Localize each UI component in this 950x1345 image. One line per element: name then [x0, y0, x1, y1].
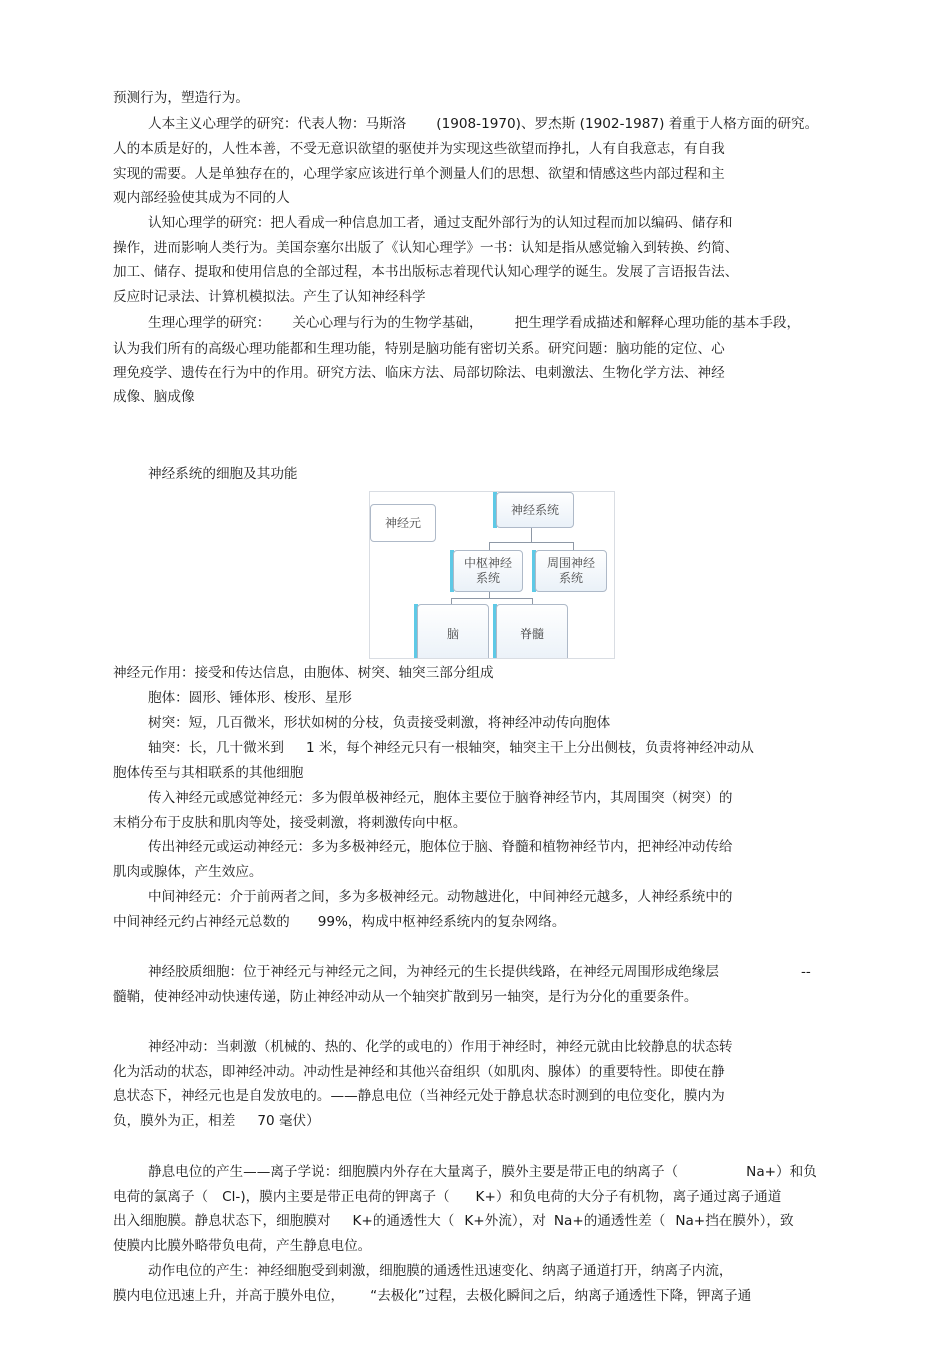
text-line: 息状态下，神经元也是自发放电的。——静息电位（当神经元处于静息状态时测到的电位变化，膜内为 — [113, 1088, 725, 1104]
text-line: 成像、脑成像 — [113, 389, 195, 405]
node-brain: 脑 — [417, 604, 489, 659]
text-line: 末梢分布于皮肤和肌肉等处，接受刺激，将刺激传向中枢。 — [113, 815, 467, 831]
node-label: 系统 — [475, 571, 500, 585]
text-line: 髓鞘，使神经冲动快速传递，防止神经冲动从一个轴突扩散到另一轴突，是行为分化的重要条件。 — [113, 989, 698, 1005]
text-segment: 膜内电位迅速上升，并高于膜外电位， — [113, 1288, 345, 1304]
text-line — [113, 912, 565, 932]
text-segment: K+的通透性大（ — [352, 1213, 455, 1229]
text-segment: (1908-1970)、罗杰斯 (1902-1987) 着重于人格方面的研究。 — [436, 116, 819, 132]
node-spinal-cord: 脊髓 — [496, 604, 568, 659]
text-segment: K+）和负电荷的大分子有机物，离子通过离子通道 — [475, 1189, 782, 1205]
text-segment: 出入细胞膜。静息状态下，细胞膜对 — [113, 1213, 331, 1229]
text-line: 胞体传至与其相联系的其他细胞 — [113, 765, 304, 781]
node-peripheral-nervous-system — [535, 550, 607, 592]
text-segment: 中间神经元约占神经元总数的 — [113, 914, 290, 930]
text-line: 反应时记录法、计算机模拟法。产生了认知神经科学 — [113, 289, 426, 305]
connector — [573, 542, 574, 550]
text-line: 化为活动的状态，即神经冲动。冲动性是神经和其他兴奋组织（如肌肉、腺体）的重要特性。即使在静 — [113, 1064, 725, 1080]
text-line: 神经元作用：接受和传达信息，由胞体、树突、轴突三部分组成 — [113, 665, 494, 681]
text-line — [148, 962, 811, 982]
text-line: 动作电位的产生：神经细胞受到刺激，细胞膜的通透性迅速变化、纳离子通道打开，纳离子内流， — [148, 1263, 733, 1279]
text-line: 加工、储存、提取和使用信息的全部过程，本书出版标志着现代认知心理学的诞生。发展了言语报告法、 — [113, 264, 739, 280]
text-line: 肌肉或腺体，产生效应。 — [113, 864, 263, 880]
node-label: 周围神经 — [546, 556, 595, 570]
text-line: 实现的需要。人是单独存在的，心理学家应该进行单个测量人们的思想、欲望和情感这些内部过程和主 — [113, 166, 725, 182]
text-line — [148, 313, 800, 333]
text-line: 人的本质是好的，人性本善，不受无意识欲望的驱使并为实现这些欲望而挣扎，人有自我意志，有自我 — [113, 141, 725, 157]
text-segment: 关心心理与行为的生物学基础， — [292, 315, 483, 331]
text-line: 预测行为，塑造行为。 — [113, 90, 249, 106]
text-segment: 把生理学看成描述和解释心理功能的基本手段， — [514, 315, 801, 331]
node-label: 系统 — [558, 571, 583, 585]
text-line: 传出神经元或运动神经元：多为多极神经元，胞体位于脑、脊髓和植物神经节内，把神经冲动传给 — [148, 839, 733, 855]
text-segment: 70 毫伏） — [257, 1113, 320, 1129]
text-line: 认为我们所有的高级心理功能都和生理功能，特别是脑功能有密切关系。研究问题：脑功能的定位、心 — [113, 341, 725, 357]
text-segment: 99%，构成中枢神经系统内的复杂网络。 — [317, 914, 566, 930]
text-line — [113, 1187, 781, 1207]
text-line: 理免疫学、遗传在行为中的作用。研究方法、临床方法、局部切除法、电刺激法、生物化学方法、神经 — [113, 365, 725, 381]
nervous-system-diagram — [369, 491, 615, 659]
text-line: 树突：短，几百微米，形状如树的分枝，负责接受刺激，将神经冲动传向胞体 — [148, 715, 611, 731]
text-line: 认知心理学的研究：把人看成一种信息加工者，通过支配外部行为的认知过程而加以编码、储存和 — [148, 215, 733, 231]
text-line: 神经冲动：当刺激（机械的、热的、化学的或电的）作用于神经时，神经元就由比较静息的状态转 — [148, 1039, 733, 1055]
text-line — [148, 114, 818, 134]
text-segment: Cl-)，膜内主要是带正电荷的钾离子（ — [222, 1189, 450, 1205]
text-segment: K+外流），对 — [464, 1213, 546, 1229]
text-segment: 人本主义心理学的研究：代表人物：马斯洛 — [148, 116, 407, 132]
text-segment: 静息电位的产生——离子学说：细胞膜内外存在大量离子，膜外主要是带正电的纳离子（ — [148, 1164, 679, 1180]
text-line — [148, 1162, 817, 1182]
text-line: 胞体：圆形、锤体形、梭形、星形 — [148, 690, 352, 706]
text-segment: 1 米，每个神经元只有一根轴突，轴突主干上分出侧枝，负责将神经冲动从 — [305, 740, 754, 756]
text-line: 中间神经元：介于前两者之间，多为多极神经元。动物越进化，中间神经元越多，人神经系统中的 — [148, 889, 733, 905]
text-segment: -- — [800, 964, 811, 980]
text-segment: Na+）和负 — [746, 1164, 817, 1180]
text-line — [113, 1286, 751, 1306]
node-neuron: 神经元 — [370, 504, 436, 542]
text-line: 使膜内比膜外略带负电荷，产生静息电位。 — [113, 1238, 372, 1254]
text-segment: 神经胶质细胞：位于神经元与神经元之间，为神经元的生长提供线路，在神经元周围形成绝缘层 — [148, 964, 719, 980]
text-line: 操作，进而影响人类行为。美国奈塞尔出版了《认知心理学》一书：认知是指从感觉输入到转换、约简、 — [113, 240, 739, 256]
connector — [489, 542, 490, 550]
text-segment: 生理心理学的研究： — [148, 315, 271, 331]
connector — [489, 542, 573, 543]
text-line — [148, 738, 754, 758]
text-segment: Na+挡在膜外），致 — [675, 1213, 794, 1229]
text-line — [113, 1211, 794, 1231]
connector — [451, 598, 533, 599]
connector — [531, 528, 532, 542]
text-segment: 电荷的氯离子（ — [113, 1189, 209, 1205]
node-label: 中枢神经 — [463, 556, 512, 570]
text-line: 传入神经元或感觉神经元：多为假单极神经元，胞体主要位于脑脊神经节内，其周围突（树突）的 — [148, 790, 733, 806]
text-segment: 轴突：长，几十微米到 — [148, 740, 284, 756]
text-line — [113, 1111, 320, 1131]
text-segment: Na+的通透性差（ — [553, 1213, 666, 1229]
section-title: 神经系统的细胞及其功能 — [148, 466, 298, 482]
text-line: 观内部经验使其成为不同的人 — [113, 190, 290, 206]
text-segment: 负，膜外为正，相差 — [113, 1113, 236, 1129]
node-nervous-system: 神经系统 — [496, 492, 574, 528]
node-central-nervous-system — [453, 550, 523, 592]
text-segment: “去极化”过程，去极化瞬间之后，纳离子通透性下降，钾离子通 — [370, 1288, 752, 1304]
